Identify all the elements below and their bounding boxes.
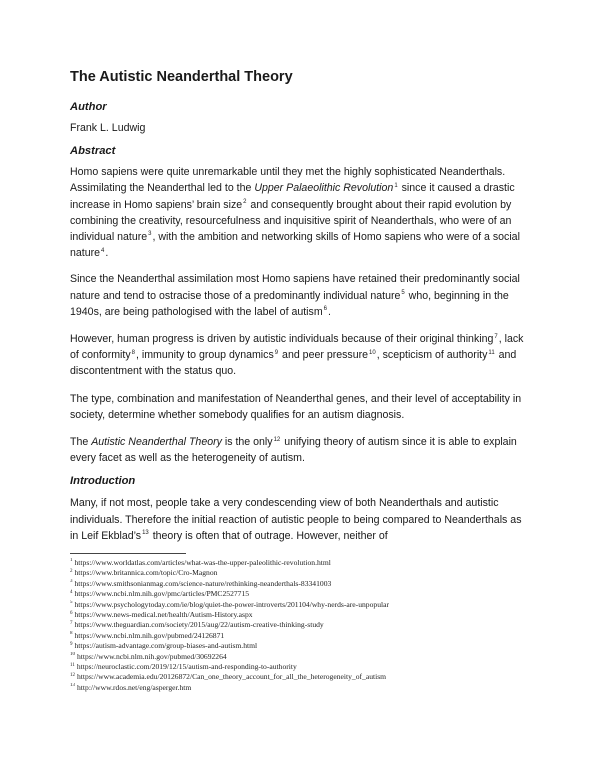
footnote-divider: [70, 553, 186, 554]
footnote-number: 6: [70, 610, 73, 616]
footnote-item: [70, 558, 530, 568]
author-heading: Author: [70, 101, 107, 113]
footnote-number: 9: [70, 641, 73, 647]
main-content: [70, 69, 530, 555]
footnote-item: [70, 568, 530, 578]
footnote-number: 12: [70, 672, 75, 678]
footnote-number: 2: [70, 568, 73, 574]
text-run: who, beginning in the 1940s, are being pathologised with the label of autism: [70, 289, 509, 318]
footnote-link[interactable]: https://www.theguardian.com/society/2015/aug/22/autism-creative-thinking-study: [74, 620, 324, 630]
text-run: Many, if not most, people take a very condescending view of both Neanderthals and autistic individuals. Therefore the initial reaction of autistic people to being compared to Neanderthals as in Leif Ekblad’s: [70, 497, 522, 542]
footnote-item: [70, 610, 530, 620]
text-run: and discontentment with the status quo.: [70, 349, 517, 378]
footnote-number: 8: [70, 631, 73, 637]
text-run: is the only: [221, 436, 273, 449]
footnote-item: [70, 641, 530, 651]
footnote-link[interactable]: https://www.ncbi.nlm.nih.gov/pubmed/30692264: [77, 651, 227, 661]
text-run: , lack of conformity: [70, 333, 524, 362]
text-run: .: [328, 305, 331, 318]
footnotes-list: [70, 558, 530, 693]
text-run: unifying theory of autism since it is able to explain every facet as well as the heterogeneity of autism.: [70, 436, 517, 465]
text-run: since it caused a drastic increase in Homo sapiens’ brain size: [70, 182, 515, 211]
footnote-link[interactable]: https://www.smithsonianmag.com/science-nature/rethinking-neanderthals-83341003: [74, 578, 332, 588]
footnote-link[interactable]: https://www.psychologytoday.com/ie/blog/quiet-the-power-introverts/201104/why-nerds-are-unpopular: [74, 599, 389, 609]
footnote-ref[interactable]: 11: [488, 349, 495, 356]
abstract-paragraph-3: [70, 331, 530, 380]
emphasis-text: Autistic Neanderthal Theory: [91, 436, 222, 449]
text-run: However, human progress is driven by autistic individuals because of their original thinking: [70, 333, 494, 346]
footnote-item: [70, 600, 530, 610]
footnote-item: [70, 662, 530, 672]
footnote-item: [70, 652, 530, 662]
footnote-item: [70, 620, 530, 630]
footnote-number: 10: [70, 652, 75, 658]
footnote-item: [70, 579, 530, 589]
text-run: , scepticism of authority: [376, 349, 488, 362]
text-run: , immunity to group dynamics: [135, 349, 274, 362]
text-run: theory is often that of outrage. However, neither of: [149, 529, 388, 542]
footnote-item: [70, 589, 530, 599]
footnote-ref[interactable]: 10: [369, 349, 376, 356]
abstract-paragraph-4: The type, combination and manifestation of Neanderthal genes, and their level of acceptability in society, determine whether somebody qualifies for an autism diagnosis.: [70, 392, 522, 421]
footnote-number: 5: [70, 600, 73, 606]
footnote-link[interactable]: http://www.rdos.net/eng/asperger.htm: [77, 682, 192, 692]
footnote-link[interactable]: https://www.ncbi.nlm.nih.gov/pubmed/24126871: [74, 630, 225, 640]
footnote-ref[interactable]: 2: [243, 199, 247, 206]
footnote-number: 1: [70, 558, 73, 564]
footnote-ref[interactable]: 8: [131, 349, 135, 356]
footnote-ref[interactable]: 9: [274, 349, 279, 356]
footnote-item: [70, 631, 530, 641]
text-run: The: [70, 436, 92, 449]
text-run: Homo sapiens were quite unremarkable until they met the highly sophisticated Neanderthals. Assimilating the Neanderthal led to the: [70, 166, 506, 195]
footnote-number: 7: [70, 620, 73, 626]
footnote-item: [70, 672, 530, 682]
footnote-link[interactable]: https://www.news-medical.net/health/Autism-History.aspx: [74, 610, 253, 620]
abstract-paragraph-2: [70, 271, 530, 320]
footnote-link[interactable]: https://www.ncbi.nlm.nih.gov/pmc/articles/PMC2527715: [74, 589, 250, 599]
footnote-link[interactable]: https://www.academia.edu/20126872/Can_one_theory_account_for_all_the_heterogeneity_of_autism: [77, 672, 387, 682]
footnote-ref[interactable]: 1: [394, 182, 398, 189]
paper-title: The Autistic Neanderthal Theory: [70, 69, 293, 85]
abstract-paragraph-5: [70, 434, 530, 466]
author-name: Frank L. Ludwig: [70, 122, 146, 134]
abstract-paragraph-1: [70, 164, 530, 261]
emphasis-text: Upper Palaeolithic Revolution: [254, 182, 394, 195]
introduction-paragraph: [70, 495, 530, 544]
footnote-link[interactable]: https://www.worldatlas.com/articles/what-was-the-upper-paleolithic-revolution.html: [74, 558, 331, 567]
footnote-number: 13: [70, 683, 75, 689]
footnote-ref[interactable]: 7: [494, 333, 498, 340]
abstract-heading: Abstract: [70, 145, 116, 158]
footnote-number: 3: [70, 579, 73, 585]
text-run: and consequently brought about their rapid evolution by combining the creativity, resourcefulness and inquisitive spirit of Neanderthals, who were of an individual nature: [70, 198, 512, 244]
text-run: , with the ambition and networking skills of Homo sapiens who were of a social nature: [70, 231, 520, 260]
footnote-ref[interactable]: 12: [273, 436, 281, 443]
footnote-ref[interactable]: 3: [148, 231, 152, 238]
footnote-ref[interactable]: 5: [401, 290, 405, 297]
footnote-number: 4: [70, 589, 73, 595]
footnote-link[interactable]: https://www.britannica.com/topic/Cro-Magnon: [74, 568, 218, 578]
text-run: and peer pressure: [279, 349, 369, 362]
footnote-ref[interactable]: 4: [101, 247, 105, 254]
introduction-heading: Introduction: [70, 475, 136, 488]
footnote-ref[interactable]: 6: [323, 306, 327, 313]
footnote-link[interactable]: https://neuroclastic.com/2019/12/15/autism-and-responding-to-authority: [76, 662, 297, 672]
text-run: .: [105, 247, 109, 260]
footnote-item: [70, 683, 530, 693]
footnote-link[interactable]: https://autism-advantage.com/group-biases-and-autism.html: [74, 641, 258, 651]
footnote-ref[interactable]: 13: [142, 530, 149, 537]
footnote-number: 11: [70, 662, 75, 668]
text-run: Since the Neanderthal assimilation most Homo sapiens have retained their predominantly social nature and tend to ostracise those of a predominantly individual nature: [70, 273, 520, 302]
